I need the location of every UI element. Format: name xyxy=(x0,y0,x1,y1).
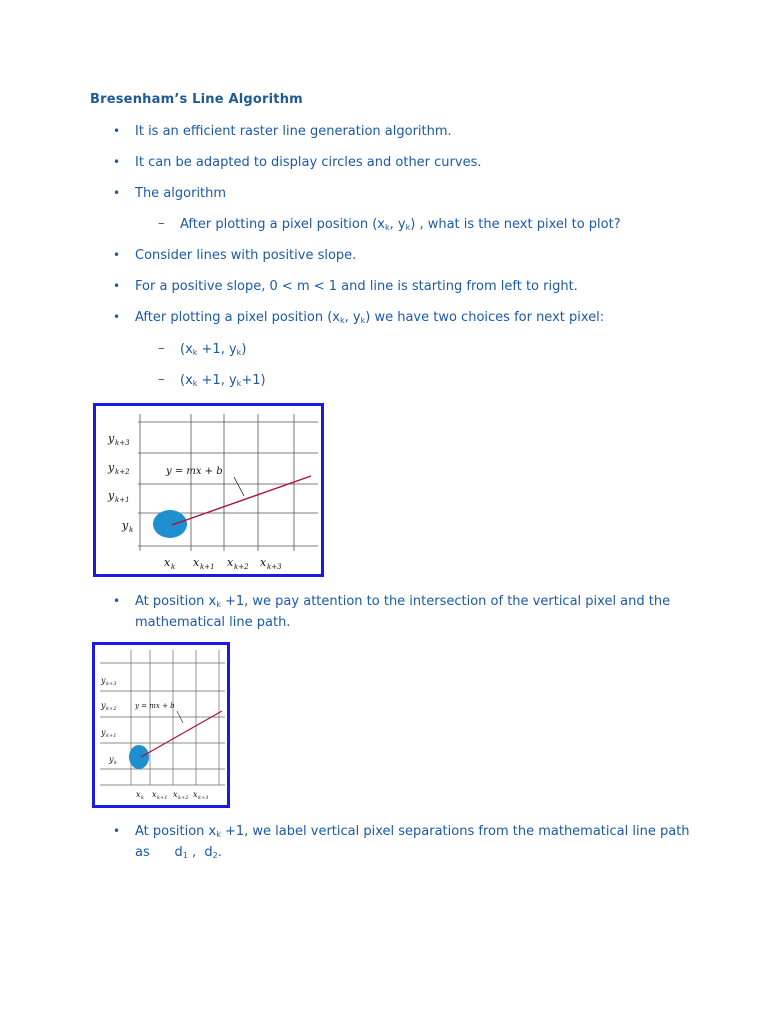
svg-text:y: y xyxy=(122,519,129,532)
svg-text:k: k xyxy=(171,563,176,571)
bullet-text-5: For a positive slope, 0 < m < 1 and line is starting from left to right. xyxy=(135,279,578,294)
svg-text:k+2: k+2 xyxy=(106,706,117,712)
svg-text:k+3: k+3 xyxy=(267,563,282,571)
pixel-grid-diagram xyxy=(96,406,321,574)
svg-text:k+1: k+1 xyxy=(106,733,117,739)
svg-text:k+3: k+3 xyxy=(198,795,209,801)
choice-1: ($x_k +1$, $y_k$) xyxy=(180,342,247,357)
svg-text:x: x xyxy=(152,790,157,799)
bullet-icon: • xyxy=(113,824,121,838)
bullet-icon: • xyxy=(113,155,121,169)
bullet-icon: • xyxy=(113,279,121,293)
svg-text:x: x xyxy=(227,556,234,569)
svg-text:y: y xyxy=(109,755,114,764)
svg-text:y: y xyxy=(108,461,115,474)
svg-text:y = mx + b: y = mx + b xyxy=(135,702,175,710)
svg-text:k+3: k+3 xyxy=(115,439,130,447)
dash-icon: – xyxy=(158,372,165,387)
choice-2: ($x_k +1$, $y_k+1$) xyxy=(180,373,266,388)
figure-pixel-grid-large xyxy=(93,403,324,577)
bullet-text-4: Consider lines with positive slope. xyxy=(135,248,357,263)
svg-text:x: x xyxy=(164,556,171,569)
figure-pixel-grid-small xyxy=(92,642,230,808)
bullet-text-6: After plotting a pixel position ($x_k$, $y_k$) we have two choices for next pixel: xyxy=(135,310,605,325)
dash-icon: – xyxy=(158,341,165,356)
svg-text:x: x xyxy=(136,790,141,799)
svg-text:y: y xyxy=(101,728,106,737)
svg-text:k+1: k+1 xyxy=(115,496,130,504)
bullet-icon: • xyxy=(113,594,121,608)
bullet-icon: • xyxy=(113,310,121,324)
svg-text:x: x xyxy=(193,790,198,799)
bullet-text-7: At position $x_k +1$, we pay attention to the intersection of the vertical pixel and the mathematical line path. xyxy=(135,594,671,630)
svg-text:y: y xyxy=(101,676,106,685)
svg-text:x: x xyxy=(173,790,178,799)
pixel-grid-diagram-small xyxy=(95,645,227,805)
svg-text:y: y xyxy=(108,489,115,502)
page-title: Bresenham’s Line Algorithm xyxy=(90,92,303,107)
svg-text:y = mx + b: y = mx + b xyxy=(166,466,223,477)
bullet-icon: • xyxy=(113,248,121,262)
svg-text:k: k xyxy=(141,795,145,801)
svg-text:k+2: k+2 xyxy=(234,563,249,571)
svg-text:y: y xyxy=(101,701,106,710)
dash-icon: – xyxy=(158,216,165,231)
svg-text:x: x xyxy=(193,556,200,569)
svg-text:k: k xyxy=(114,760,118,766)
svg-text:k+1: k+1 xyxy=(200,563,215,571)
bullet-text-2: It can be adapted to display circles and other curves. xyxy=(135,155,482,170)
svg-text:k+2: k+2 xyxy=(178,795,189,801)
sub-bullet-text: After plotting a pixel position ($x_k$, $y_k$) , what is the next pixel to plot? xyxy=(180,217,621,232)
svg-text:k+1: k+1 xyxy=(157,795,168,801)
svg-text:k: k xyxy=(129,526,134,534)
bullet-icon: • xyxy=(113,124,121,138)
svg-text:k+2: k+2 xyxy=(115,468,130,476)
bullet-text-1: It is an efficient raster line generation algorithm. xyxy=(135,124,452,139)
bullet-text-3: The algorithm xyxy=(135,186,227,201)
svg-text:k+3: k+3 xyxy=(106,681,117,687)
bullet-icon: • xyxy=(113,186,121,200)
svg-text:x: x xyxy=(260,556,267,569)
bullet-text-8: At position $x_k +1$, we label vertical pixel separations from the mathematical line path as $d_1$ , $d_2$. xyxy=(135,824,694,860)
svg-text:y: y xyxy=(108,432,115,445)
